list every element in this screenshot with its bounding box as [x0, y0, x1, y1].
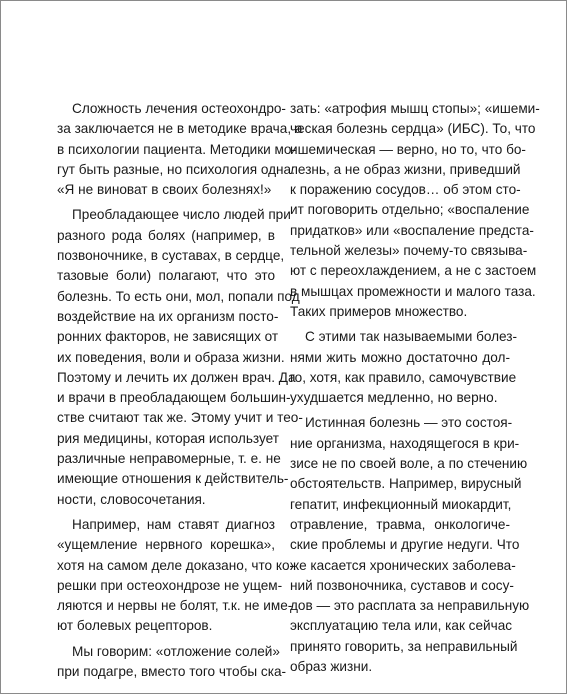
text-line: ские проблемы и другие недуги. Что: [290, 537, 520, 553]
text-line: нями жить можно достаточно дол-: [290, 349, 510, 365]
text-line: ческая болезнь сердца» (ИБС). То, что: [290, 121, 536, 137]
text-line: Таких примеров множество.: [290, 303, 468, 319]
text-line: Сложность лечения остеохондро-: [72, 101, 286, 116]
text-line: же касается хронических заболева-: [290, 557, 516, 573]
text-line: ний позвоночника, суставов и сосу-: [290, 577, 514, 593]
text-line: зисе не по своей воле, а по стечению: [290, 456, 528, 472]
text-line: рия медицины, которая использует: [57, 430, 279, 446]
text-line: ит поговорить отдельно; «воспаление: [290, 202, 530, 218]
text-line: дов — это расплата за неправильную: [290, 598, 530, 614]
text-line: решки при остеохондрозе не ущем-: [57, 577, 283, 593]
text-line: принято говорить, за неправильный: [290, 638, 518, 654]
text-line: в психологии пациента. Методики мо-: [57, 141, 296, 157]
text-line: воздействие на их организм посто-: [57, 308, 279, 324]
text-line: ишемическая — верно, но то, что бо-: [290, 141, 526, 157]
text-line: стве считают так же. Этому учит и тео-: [57, 410, 303, 426]
text-line: в мышцах промежности и малого таза.: [290, 283, 536, 299]
text-line: тазовые боли) полагают, что это: [57, 268, 275, 284]
text-line: ние организма, находящегося в кри-: [290, 435, 520, 451]
text-line: Преобладающее число людей при: [72, 207, 291, 223]
text-line: гут быть разные, но психология одна:: [57, 161, 295, 177]
text-line: ронних факторов, не зависящих от: [57, 329, 279, 345]
text-line: Например, нам ставят диагноз: [72, 516, 275, 532]
text-line: лезнь, а не образ жизни, приведший: [290, 161, 521, 177]
text-line: ности, словосочетания.: [57, 491, 206, 507]
text-line: образ жизни.: [290, 659, 373, 675]
text-line: ют болевых рецепторов.: [57, 618, 213, 634]
text-line: имеющие отношения к действитель-: [57, 471, 289, 487]
text-line: ют с переохлаждением, а не с застоем: [290, 263, 537, 279]
text-line: при подагре, вместо того чтобы ска-: [57, 664, 287, 680]
text-line: гепатит, инфекционный миокардит,: [290, 496, 512, 512]
text-line: эксплуатацию тела или, как сейчас: [290, 618, 513, 634]
text-line: их поведения, воли и образа жизни.: [57, 349, 285, 365]
left-text-column: [57, 99, 303, 682]
right-text-column: [290, 99, 540, 677]
text-line: С этими так называемыми болез-: [305, 329, 518, 345]
text-line: хотя на самом деле доказано, что ко-: [57, 557, 295, 573]
text-line: Поэтому и лечить их должен врач. Да: [57, 369, 296, 385]
text-line: ухудшается медленно, но верно.: [290, 390, 498, 406]
text-line: Мы говорим: «отложение солей»: [72, 643, 280, 659]
text-line: обстоятельств. Например, вирусный: [290, 476, 522, 492]
text-line: «Я не виноват в своих болезнях!»: [57, 182, 272, 198]
text-line: зать: «атрофия мышц стопы»; «ишеми-: [290, 101, 540, 116]
text-line: позвоночнике, в суставах, в сердце,: [57, 248, 285, 264]
text-line: разного рода болях (например, в: [57, 227, 275, 243]
text-line: за заключается не в методике врача, а: [57, 121, 303, 137]
text-line: отравление, травма, онкологиче-: [290, 516, 510, 532]
text-line: го, хотя, как правило, самочувствие: [290, 369, 517, 385]
text-line: Истинная болезнь — это состоя-: [305, 415, 513, 431]
text-line: различные неправомерные, т. е. не: [57, 451, 281, 467]
text-line: болезнь. То есть они, мол, попали под: [57, 288, 300, 304]
text-line: и врачи в преобладающем большин-: [57, 390, 291, 406]
text-line: к поражению сосудов… об этом сто-: [290, 182, 521, 198]
text-line: «ущемление нервного корешка»,: [57, 537, 275, 553]
text-line: тельной железы» почему-то связыва-: [290, 243, 528, 259]
text-line: ляются и нервы не болят, т.к. не име-: [57, 598, 293, 614]
text-line: придатков» или «воспаление предста-: [290, 222, 534, 238]
